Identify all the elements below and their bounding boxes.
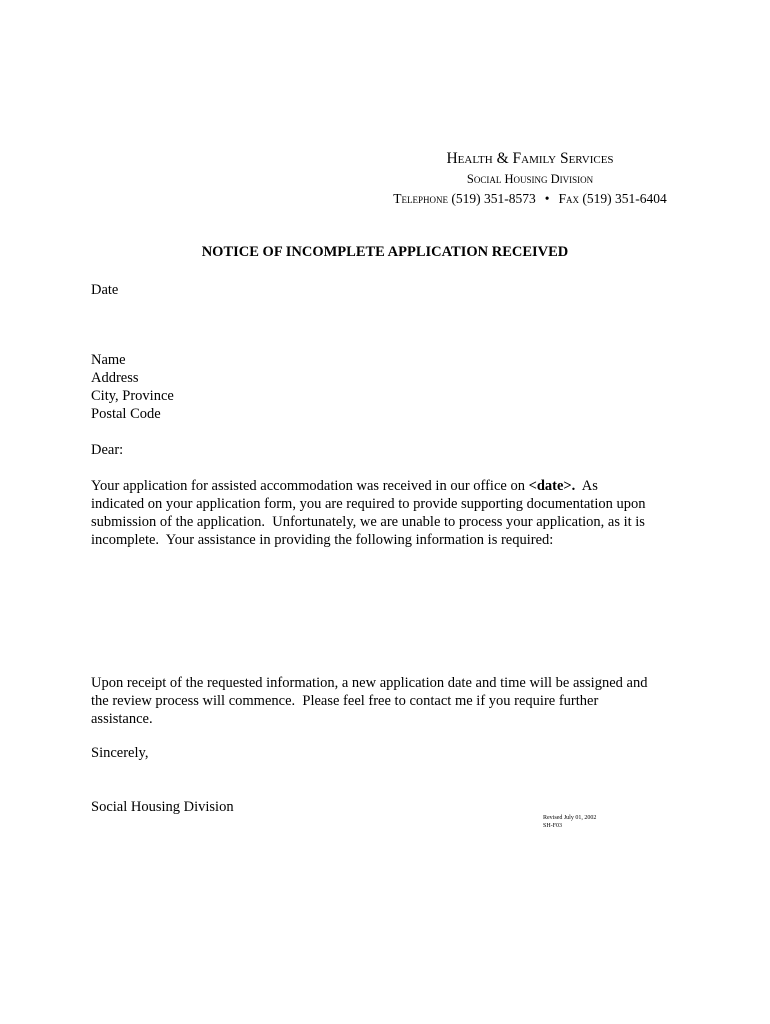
telephone-label: Telephone <box>393 191 448 206</box>
organization-name: Health & Family Services <box>446 150 614 167</box>
paragraph-text: As <box>575 478 598 494</box>
paragraph-line <box>91 477 645 495</box>
fax-number: (519) 351-6404 <box>582 191 667 206</box>
address-line-city-province: City, Province <box>91 388 174 404</box>
signature: Social Housing Division <box>91 799 234 815</box>
address-line-postal-code: Postal Code <box>91 406 161 422</box>
bullet-separator: • <box>544 191 550 206</box>
paragraph-application-received <box>91 477 645 549</box>
revision-date: Revised July 01, 2002 <box>543 815 597 821</box>
telephone-number: (519) 351-8573 <box>451 191 536 206</box>
contact-line <box>280 191 770 207</box>
closing: Sincerely, <box>91 745 149 761</box>
date-label: Date <box>91 282 119 298</box>
form-code: SH-F03 <box>543 823 563 829</box>
paragraph-line: assistance. <box>91 711 153 727</box>
paragraph-upon-receipt <box>91 674 647 728</box>
paragraph-line: incomplete. Your assistance in providing the following information is required: <box>91 532 554 548</box>
fax-label: Fax <box>558 191 579 206</box>
address-line-address: Address <box>91 370 139 386</box>
salutation: Dear: <box>91 442 124 458</box>
notice-title: NOTICE OF INCOMPLETE APPLICATION RECEIVED <box>201 244 569 260</box>
paragraph-line: indicated on your application form, you are required to provide supporting documentation upon <box>91 496 646 512</box>
recipient-address-block <box>91 351 174 423</box>
address-line-name: Name <box>91 352 126 368</box>
paragraph-line: submission of the application. Unfortunately, we are unable to process your application, as it is <box>91 514 645 530</box>
paragraph-line: Upon receipt of the requested information, a new application date and time will be assigned and <box>91 675 648 691</box>
paragraph-line: the review process will commence. Please feel free to contact me if you require further <box>91 693 599 709</box>
date-placeholder: <date>. <box>528 478 576 494</box>
paragraph-text: Your application for assisted accommodation was received in our office on <box>91 478 529 494</box>
division-name: Social Housing Division <box>466 172 594 186</box>
